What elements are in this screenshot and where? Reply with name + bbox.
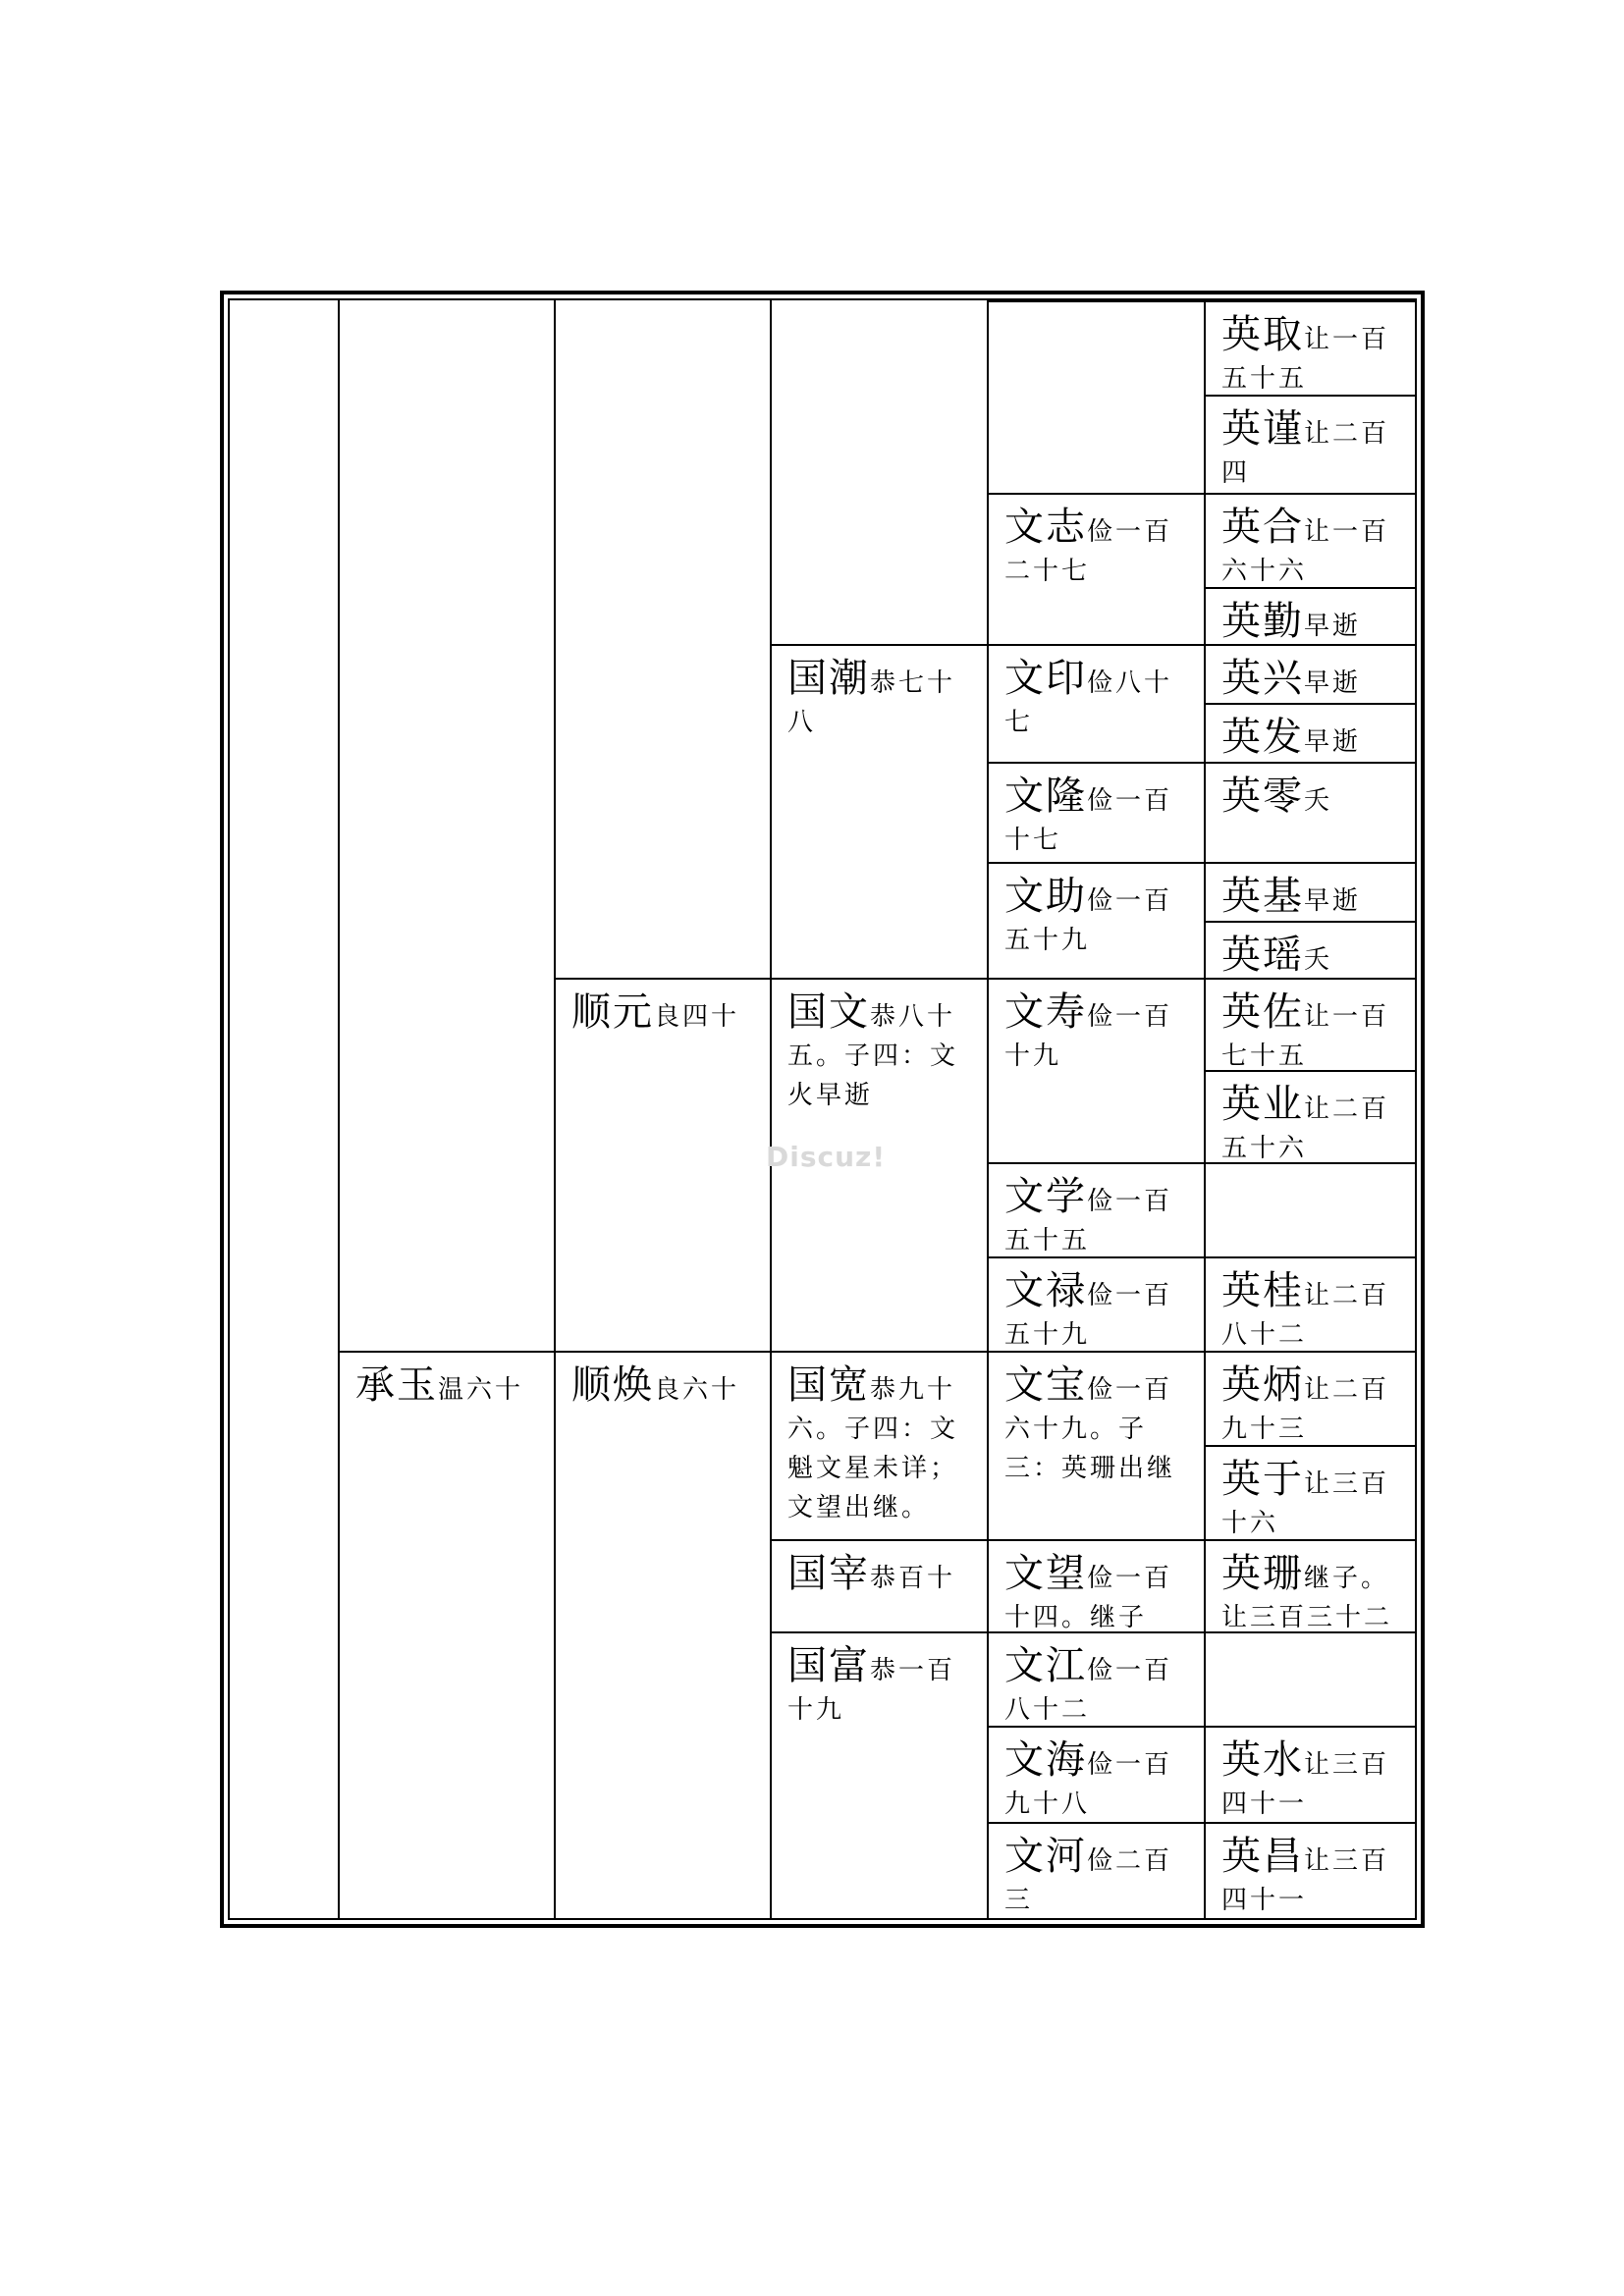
person-cell [1204, 1351, 1415, 1445]
person-name: 英珊 [1221, 1551, 1304, 1596]
empty-cell [987, 300, 1204, 493]
person-note: 让三百四十一 [1221, 1750, 1390, 1819]
person-note: 早逝 [1304, 886, 1362, 916]
person-cell [987, 1162, 1204, 1256]
person-note: 恭百十 [870, 1564, 956, 1593]
person-name: 英发 [1221, 715, 1304, 760]
person-note: 俭一百六十九。子三：英珊出继 [1004, 1375, 1176, 1483]
person-note: 良四十 [654, 1002, 740, 1032]
person-cell [987, 978, 1204, 1162]
person-note: 早逝 [1304, 612, 1362, 641]
person-note: 良六十 [654, 1375, 740, 1405]
person-cell [1204, 300, 1415, 395]
person-name: 文隆 [1004, 774, 1087, 819]
person-name: 文印 [1004, 656, 1087, 701]
person-cell [987, 1726, 1204, 1822]
person-name: 英业 [1221, 1082, 1304, 1127]
person-cell [1204, 1726, 1415, 1822]
person-name: 英取 [1221, 312, 1304, 357]
person-name: 英勤 [1221, 599, 1304, 644]
person-name: 英瑶 [1221, 933, 1304, 978]
person-note: 恭八十五。子四：文火早逝 [787, 1002, 959, 1110]
person-cell [770, 1539, 987, 1631]
person-cell [338, 1351, 554, 1918]
person-cell [1204, 1822, 1415, 1918]
person-cell [987, 762, 1204, 862]
person-name: 国富 [787, 1643, 870, 1688]
empty-cell [1204, 1162, 1415, 1256]
person-note: 俭一百八十二 [1004, 1656, 1173, 1725]
person-name: 英零 [1221, 774, 1304, 819]
person-note: 让三百十六 [1221, 1469, 1390, 1538]
person-name: 国宰 [787, 1551, 870, 1596]
person-name: 英基 [1221, 874, 1304, 919]
person-note: 恭一百十九 [787, 1656, 956, 1725]
person-note: 让一百七十五 [1221, 1002, 1390, 1071]
person-note: 继子。让三百三十二 [1221, 1564, 1393, 1632]
person-cell [987, 1539, 1204, 1631]
person-name: 英佐 [1221, 989, 1304, 1035]
person-note: 让一百五十五 [1221, 325, 1390, 394]
person-name: 国文 [787, 989, 870, 1035]
person-cell [1204, 1539, 1415, 1631]
person-name: 文志 [1004, 505, 1087, 550]
person-cell [554, 978, 770, 1351]
person-name: 英桂 [1221, 1268, 1304, 1313]
person-note: 俭一百九十八 [1004, 1750, 1173, 1819]
person-note: 俭一百十九 [1004, 1002, 1173, 1071]
person-name: 承玉 [355, 1362, 438, 1408]
person-note: 夭 [1304, 786, 1333, 816]
person-cell [987, 1822, 1204, 1918]
person-cell [987, 1256, 1204, 1351]
person-name: 英水 [1221, 1737, 1304, 1783]
person-note: 俭二百三 [1004, 1846, 1173, 1915]
person-cell [1204, 921, 1415, 978]
person-cell [1204, 587, 1415, 644]
person-cell [770, 1631, 987, 1918]
person-cell [987, 493, 1204, 644]
person-name: 英兴 [1221, 656, 1304, 701]
person-note: 俭一百五十九 [1004, 886, 1173, 955]
person-cell [987, 1351, 1204, 1539]
watermark: Discuz! [766, 1141, 887, 1173]
person-note: 恭九十六。子四：文魁文星未详；文望出继。 [787, 1375, 959, 1522]
person-cell [554, 1351, 770, 1918]
person-cell [1204, 1256, 1415, 1351]
person-note: 俭八十七 [1004, 668, 1173, 737]
person-note: 让一百六十六 [1221, 517, 1390, 586]
person-name: 英于 [1221, 1457, 1304, 1502]
person-note: 恭七十八 [787, 668, 956, 737]
person-cell [1204, 1070, 1415, 1162]
person-cell [1204, 862, 1415, 921]
person-note: 让二百四 [1221, 419, 1390, 488]
person-name: 英炳 [1221, 1362, 1304, 1408]
person-name: 国潮 [787, 656, 870, 701]
person-note: 早逝 [1304, 668, 1362, 698]
person-note: 俭一百十七 [1004, 786, 1173, 855]
person-note: 俭一百二十七 [1004, 517, 1173, 586]
empty-cell [1204, 1631, 1415, 1726]
person-name: 英谨 [1221, 406, 1304, 452]
person-name: 顺元 [571, 989, 654, 1035]
person-note: 早逝 [1304, 727, 1362, 757]
person-cell [1204, 703, 1415, 762]
person-note: 让二百九十三 [1221, 1375, 1390, 1444]
person-cell [1204, 493, 1415, 587]
person-cell [770, 1351, 987, 1539]
person-cell [987, 1631, 1204, 1726]
person-cell [987, 644, 1204, 762]
person-note: 俭一百五十九 [1004, 1281, 1173, 1350]
person-cell [1204, 395, 1415, 493]
person-cell [1204, 762, 1415, 862]
person-name: 文望 [1004, 1551, 1087, 1596]
person-name: 顺焕 [571, 1362, 654, 1408]
person-name: 文禄 [1004, 1268, 1087, 1313]
person-note: 让二百五十六 [1221, 1095, 1390, 1163]
person-name: 国宽 [787, 1362, 870, 1408]
person-name: 英昌 [1221, 1834, 1304, 1879]
person-note: 俭一百十四。继子 [1004, 1564, 1173, 1632]
person-cell [770, 644, 987, 978]
person-cell [987, 862, 1204, 978]
person-name: 文宝 [1004, 1362, 1087, 1408]
person-note: 让三百四十一 [1221, 1846, 1390, 1915]
person-note: 夭 [1304, 945, 1333, 975]
person-cell [1204, 644, 1415, 703]
person-note: 温六十 [438, 1375, 524, 1405]
person-name: 文海 [1004, 1737, 1087, 1783]
person-cell [1204, 978, 1415, 1070]
person-name: 文江 [1004, 1643, 1087, 1688]
person-name: 文学 [1004, 1174, 1087, 1219]
person-note: 让二百八十二 [1221, 1281, 1390, 1350]
person-name: 英合 [1221, 505, 1304, 550]
person-name: 文河 [1004, 1834, 1087, 1879]
person-cell [1204, 1445, 1415, 1539]
person-note: 俭一百五十五 [1004, 1187, 1173, 1255]
person-name: 文寿 [1004, 989, 1087, 1035]
person-name: 文助 [1004, 874, 1087, 919]
